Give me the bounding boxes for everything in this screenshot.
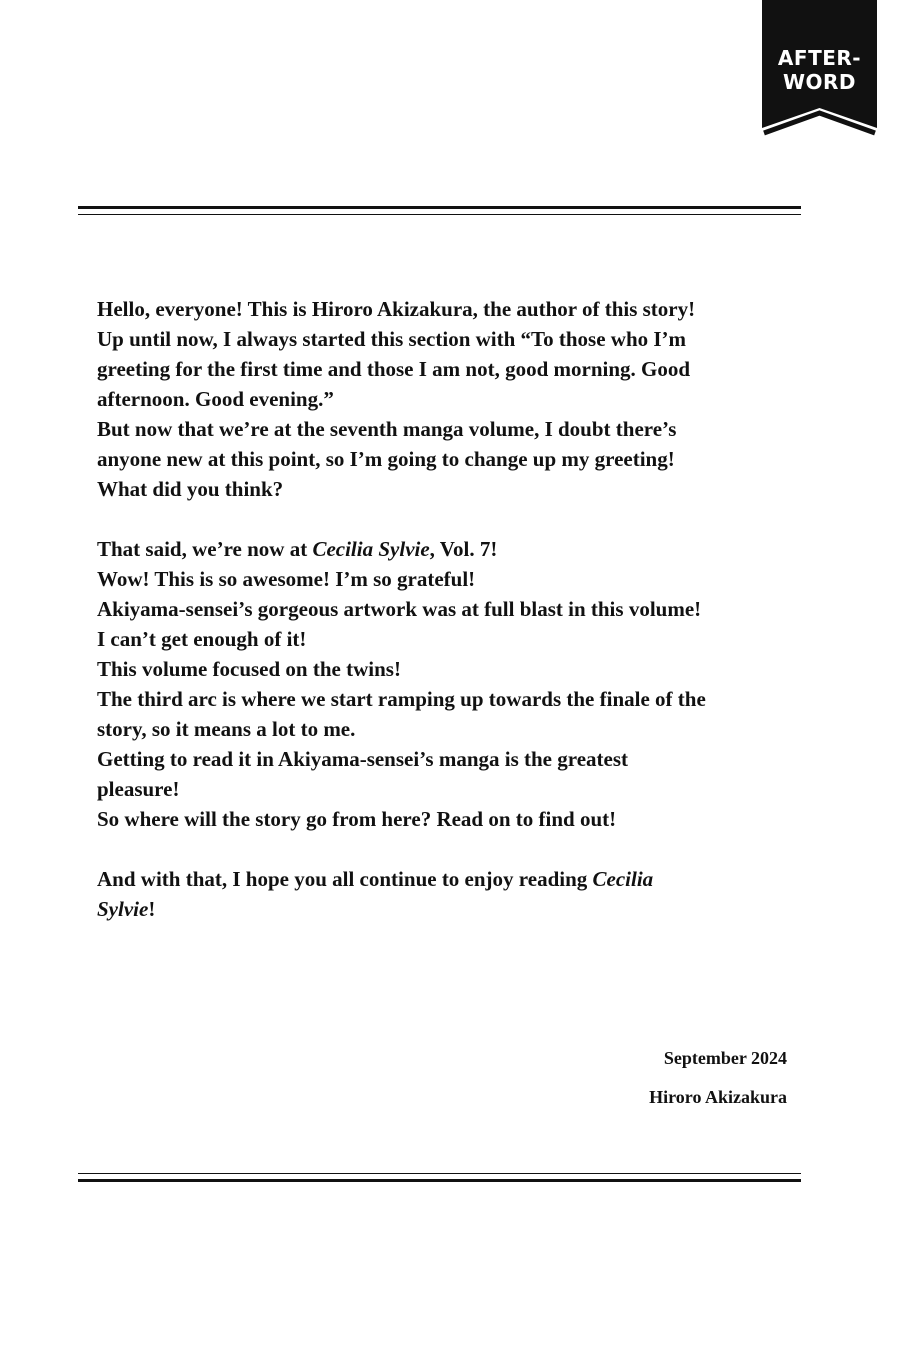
text-segment: I can’t get enough of it! (97, 627, 307, 651)
text-segment: anyone new at this point, so I’m going to change up my greeting! (97, 447, 675, 471)
text-segment: , Vol. 7! (429, 537, 498, 561)
signature-author: Hiroro Akizakura (649, 1087, 787, 1107)
text-line (97, 294, 802, 324)
text-segment: greeting for the first time and those I am not, good morning. Good (97, 357, 691, 381)
text-line (97, 324, 802, 354)
text-segment: pleasure! (97, 777, 180, 801)
text-line (97, 594, 802, 624)
paragraph-gap (97, 834, 802, 864)
signature-date: September 2024 (663, 1048, 787, 1068)
title-italic: Sylvie (97, 897, 149, 921)
text-segment: Wow! This is so awesome! I’m so grateful! (97, 567, 476, 591)
text-segment: story, so it means a lot to me. (97, 717, 356, 741)
text-segment: The third arc is where we start ramping up towards the finale of the (97, 687, 706, 711)
text-line (97, 804, 802, 834)
title-italic: Cecilia (592, 867, 654, 891)
text-segment: afternoon. Good evening.” (97, 387, 334, 411)
text-line (97, 654, 802, 684)
afterword-body (97, 294, 802, 924)
text-line (97, 624, 802, 654)
text-segment: But now that we’re at the seventh manga volume, I doubt there’s (97, 417, 677, 441)
text-segment: That said, we’re now at (97, 537, 313, 561)
text-segment: Up until now, I always started this section with “To those who I’m (97, 327, 687, 351)
text-line (97, 384, 802, 414)
text-segment: Hello, everyone! This is Hiroro Akizakura, the author of this story! (97, 297, 696, 321)
text-segment: ! (148, 897, 156, 921)
afterword-ribbon-badge (762, 0, 877, 140)
text-line (97, 414, 802, 444)
text-line (97, 864, 802, 894)
text-line (97, 774, 802, 804)
text-line (97, 744, 802, 774)
ribbon-label-line2: WORD (782, 70, 857, 94)
text-line (97, 564, 802, 594)
top-divider (78, 206, 801, 215)
bottom-divider (78, 1173, 801, 1182)
text-line (97, 474, 802, 504)
text-line (97, 534, 802, 564)
signature-block (649, 1044, 787, 1111)
text-line (97, 714, 802, 744)
paragraph-gap (97, 504, 802, 534)
text-segment: What did you think? (97, 477, 284, 501)
text-line (97, 444, 802, 474)
text-segment: Getting to read it in Akiyama-sensei’s manga is the greatest (97, 747, 628, 771)
ribbon-label (762, 46, 877, 94)
text-line (97, 354, 802, 384)
ribbon-label-line1: AFTER- (777, 46, 862, 70)
text-segment: This volume focused on the twins! (97, 657, 401, 681)
text-line (97, 894, 802, 924)
text-segment: And with that, I hope you all continue to enjoy reading (97, 867, 593, 891)
text-line (97, 684, 802, 714)
title-italic: Cecilia Sylvie (312, 537, 430, 561)
text-segment: Akiyama-sensei’s gorgeous artwork was at full blast in this volume! (97, 597, 702, 621)
text-segment: So where will the story go from here? Read on to find out! (97, 807, 617, 831)
